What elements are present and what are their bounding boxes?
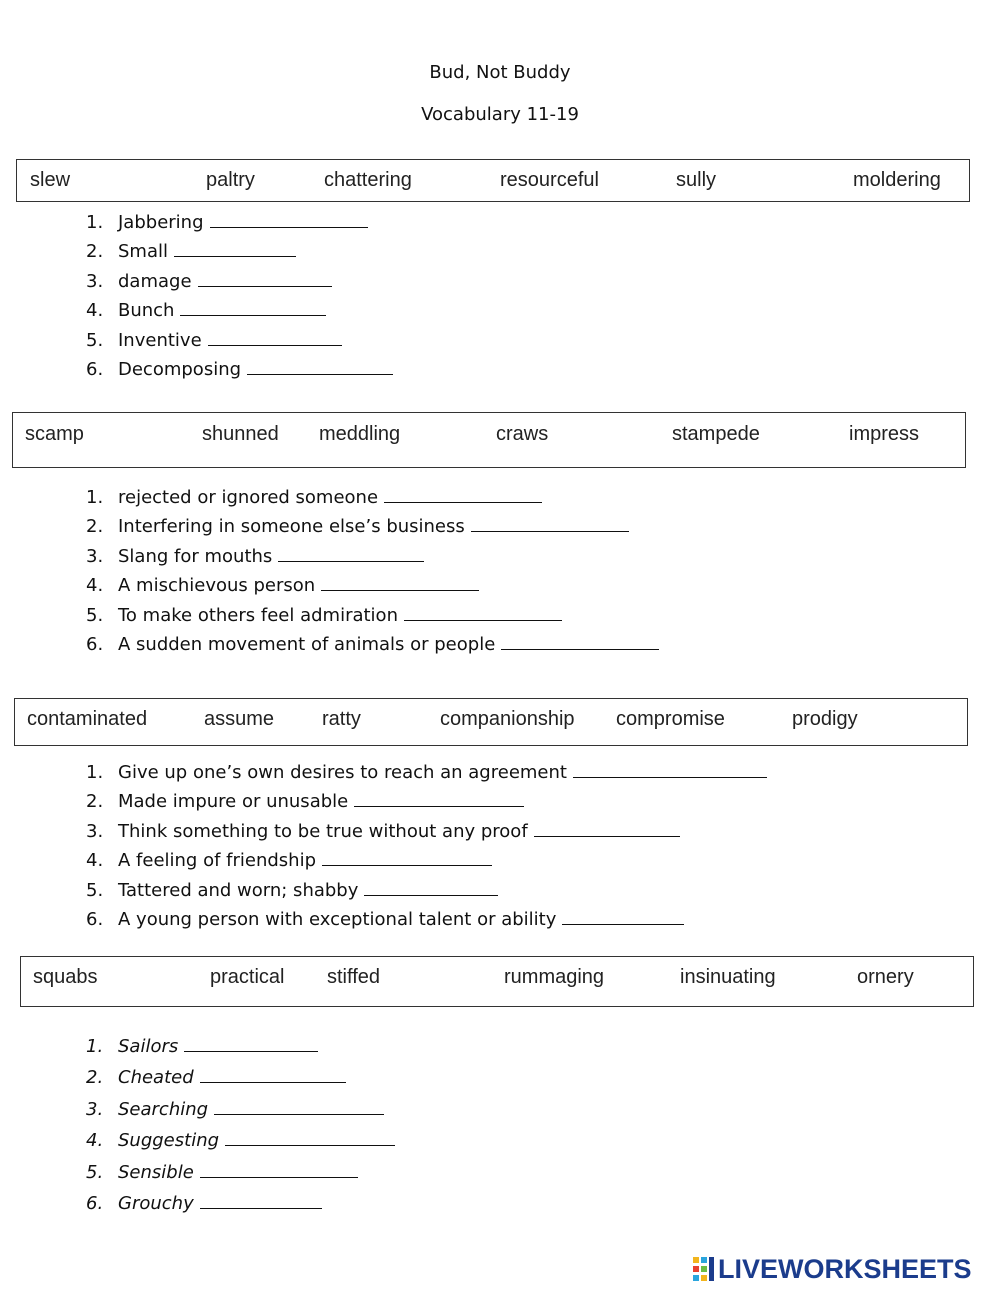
question-item: 1. Sailors bbox=[86, 1036, 395, 1067]
answer-blank[interactable] bbox=[214, 1113, 384, 1115]
question-item: 4. A mischievous person bbox=[86, 575, 659, 604]
answer-blank[interactable] bbox=[200, 1176, 358, 1178]
question-item: 6. Decomposing bbox=[86, 359, 393, 388]
question-item: 4. Suggesting bbox=[86, 1130, 395, 1161]
question-item: 3. Slang for mouths bbox=[86, 546, 659, 575]
question-item: 2. Small bbox=[86, 241, 393, 270]
answer-blank[interactable] bbox=[354, 805, 524, 807]
word-bank-word: squabs bbox=[33, 966, 98, 988]
liveworksheets-logo[interactable] bbox=[692, 1252, 992, 1286]
question-item: 3. Think something to be true without any proof bbox=[86, 821, 767, 850]
answer-blank[interactable] bbox=[184, 1050, 318, 1052]
word-bank-2 bbox=[12, 412, 966, 468]
word-bank-word: compromise bbox=[616, 708, 725, 730]
question-item: 5. To make others feel admiration bbox=[86, 605, 659, 634]
word-bank-word: sully bbox=[676, 169, 717, 191]
question-item: 5. Tattered and worn; shabby bbox=[86, 880, 767, 909]
word-bank-word: rummaging bbox=[504, 966, 605, 988]
question-item: 2. Cheated bbox=[86, 1067, 395, 1098]
word-bank-word: slew bbox=[30, 169, 71, 191]
word-bank-word: stampede bbox=[672, 423, 760, 445]
liveworksheets-logo-text: LIVEWORKSHEETS bbox=[718, 1253, 972, 1284]
question-item: 4. Bunch bbox=[86, 300, 393, 329]
word-bank-word: ornery bbox=[857, 966, 914, 988]
answer-blank[interactable] bbox=[404, 619, 562, 621]
answer-blank[interactable] bbox=[573, 776, 767, 778]
question-item: 2. Interfering in someone else’s business bbox=[86, 516, 659, 545]
answer-blank[interactable] bbox=[534, 835, 680, 837]
word-bank-word: impress bbox=[849, 423, 920, 445]
answer-blank[interactable] bbox=[174, 255, 296, 257]
question-list-3 bbox=[86, 762, 767, 938]
word-bank-word: meddling bbox=[319, 423, 401, 445]
word-bank-word: resourceful bbox=[500, 169, 599, 191]
answer-blank[interactable] bbox=[225, 1144, 395, 1146]
word-bank-3 bbox=[14, 698, 968, 746]
question-item: 5. Sensible bbox=[86, 1162, 395, 1193]
word-bank-word: stiffed bbox=[327, 966, 380, 988]
word-bank-word: scamp bbox=[25, 423, 84, 445]
question-list-1 bbox=[86, 212, 393, 388]
word-bank-word: contaminated bbox=[27, 708, 148, 730]
question-item: 6. Grouchy bbox=[86, 1193, 395, 1224]
word-bank-1 bbox=[16, 159, 970, 202]
word-bank-word: craws bbox=[496, 423, 549, 445]
question-item: 4. A feeling of friendship bbox=[86, 850, 767, 879]
word-bank-word: prodigy bbox=[792, 708, 858, 730]
question-item: 1. Give up one’s own desires to reach an agreement bbox=[86, 762, 767, 791]
answer-blank[interactable] bbox=[322, 864, 492, 866]
question-item: 1. Jabbering bbox=[86, 212, 393, 241]
word-bank-word: paltry bbox=[206, 169, 255, 191]
answer-blank[interactable] bbox=[278, 560, 424, 562]
question-list-2 bbox=[86, 487, 659, 663]
answer-blank[interactable] bbox=[321, 589, 479, 591]
word-bank-word: companionship bbox=[440, 708, 575, 730]
worksheet-subtitle: Vocabulary 11-19 bbox=[421, 104, 579, 125]
answer-blank[interactable] bbox=[247, 373, 393, 375]
word-bank-word: shunned bbox=[202, 423, 279, 445]
question-list-4 bbox=[86, 1036, 395, 1224]
word-bank-word: moldering bbox=[853, 169, 941, 191]
word-bank-4 bbox=[20, 956, 974, 1007]
word-bank-word: practical bbox=[210, 966, 285, 988]
question-item: 6. A young person with exceptional talent or ability bbox=[86, 909, 767, 938]
answer-blank[interactable] bbox=[208, 344, 342, 346]
answer-blank[interactable] bbox=[200, 1207, 322, 1209]
word-bank-word: chattering bbox=[324, 169, 412, 191]
question-item: 5. Inventive bbox=[86, 330, 393, 359]
answer-blank[interactable] bbox=[501, 648, 659, 650]
question-item: 3. Searching bbox=[86, 1099, 395, 1130]
answer-blank[interactable] bbox=[562, 923, 684, 925]
liveworksheets-logo-icon bbox=[692, 1256, 716, 1282]
answer-blank[interactable] bbox=[471, 530, 629, 532]
answer-blank[interactable] bbox=[210, 226, 368, 228]
answer-blank[interactable] bbox=[200, 1081, 346, 1083]
worksheet-title: Bud, Not Buddy bbox=[429, 62, 571, 83]
answer-blank[interactable] bbox=[180, 314, 326, 316]
question-item: 3. damage bbox=[86, 271, 393, 300]
word-bank-word: ratty bbox=[322, 708, 361, 730]
word-bank-word: assume bbox=[204, 708, 275, 730]
question-item: 1. rejected or ignored someone bbox=[86, 487, 659, 516]
answer-blank[interactable] bbox=[198, 285, 332, 287]
question-item: 6. A sudden movement of animals or people bbox=[86, 634, 659, 663]
question-item: 2. Made impure or unusable bbox=[86, 791, 767, 820]
word-bank-word: insinuating bbox=[680, 966, 776, 988]
answer-blank[interactable] bbox=[364, 894, 498, 896]
answer-blank[interactable] bbox=[384, 501, 542, 503]
